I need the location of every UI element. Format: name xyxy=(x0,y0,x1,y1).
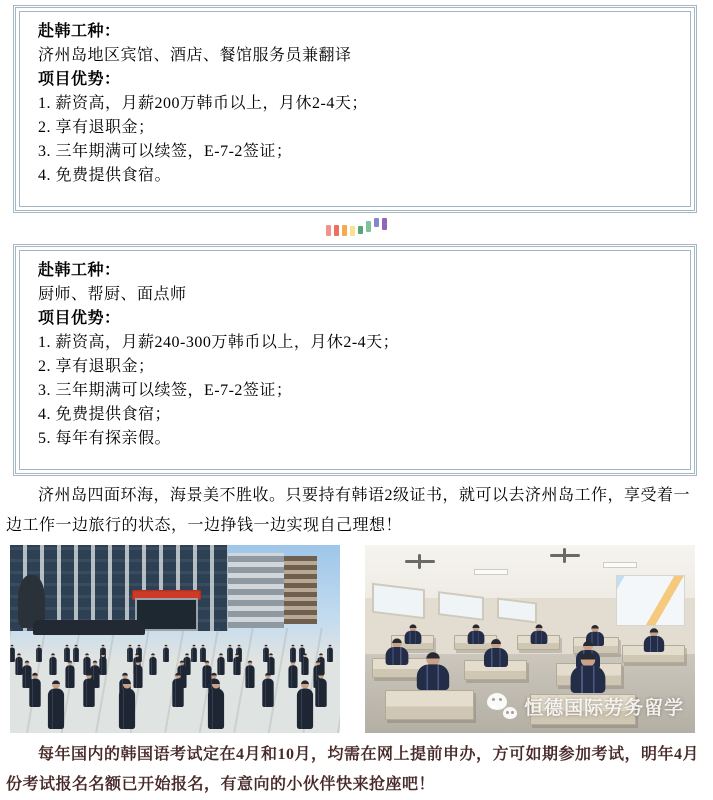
student-figure xyxy=(468,625,485,645)
person-figure xyxy=(191,644,197,661)
person-figure xyxy=(163,644,169,661)
person-figure xyxy=(234,653,241,675)
person-figure xyxy=(64,644,70,661)
advantage-item: 1. 薪资高，月薪240-300万韩币以上，月休2-4天； xyxy=(38,334,400,351)
advantage-item: 3. 三年期满可以续签，E-7-2签证； xyxy=(38,143,293,160)
person-figure xyxy=(316,672,327,706)
person-figure xyxy=(327,644,333,661)
person-figure xyxy=(149,653,156,675)
student-figure xyxy=(571,653,606,694)
person-figure xyxy=(297,681,313,730)
job-type-heading: 赴韩工种： xyxy=(38,262,121,279)
person-figure xyxy=(262,672,273,706)
person-figure xyxy=(49,653,56,675)
student-figure xyxy=(385,639,408,666)
advantage-item: 3. 三年期满可以续签，E-7-2签证； xyxy=(38,382,293,399)
paragraph-jeju-intro: 济州岛四面环海，海景美不胜收。只要持有韩语2级证书，就可以去济州岛工作，享受着一边工作一边旅行的状态，一边挣钱一边实现自己理想！ xyxy=(6,487,691,534)
divider-bar xyxy=(326,225,331,236)
job-info-box-2-mid-border xyxy=(15,246,695,474)
advantage-item: 4. 免费提供食宿。 xyxy=(38,167,172,184)
desk xyxy=(385,690,474,720)
person-figure xyxy=(218,653,225,675)
divider-bar xyxy=(366,221,371,232)
advantage-item: 4. 免费提供食宿； xyxy=(38,406,172,423)
advantage-item: 5. 每年有探亲假。 xyxy=(38,430,172,447)
person-figure xyxy=(134,661,143,688)
advantages-heading: 项目优势： xyxy=(38,71,121,88)
person-figure xyxy=(227,644,233,661)
divider-bar xyxy=(334,225,339,236)
job-info-box-2 xyxy=(13,244,697,476)
advantage-item: 2. 享有退职金； xyxy=(38,119,155,136)
person-figure xyxy=(65,661,74,688)
student-figure xyxy=(484,639,508,667)
job-info-box-1-mid-border xyxy=(15,7,695,211)
person-figure xyxy=(119,681,135,730)
person-figure xyxy=(30,672,41,706)
divider-bar xyxy=(358,226,363,234)
advantages-heading: 项目优势： xyxy=(38,310,121,327)
bar-chart-divider-icon xyxy=(0,213,713,239)
student-figure xyxy=(417,652,449,690)
person-figure xyxy=(83,672,94,706)
job-info-box-1 xyxy=(13,5,697,213)
photo-outdoor-assembly[interactable] xyxy=(10,545,340,733)
article-page xyxy=(0,5,713,793)
person-figure xyxy=(15,653,22,675)
crowd-of-trainees xyxy=(10,545,340,733)
job-info-box-2-content xyxy=(19,250,691,470)
student-figure xyxy=(530,625,547,645)
divider-bar xyxy=(350,226,355,236)
watermark xyxy=(487,693,684,720)
person-figure xyxy=(208,681,224,730)
wechat-icon xyxy=(487,693,517,719)
person-figure xyxy=(268,653,275,675)
divider-bar xyxy=(342,225,347,236)
photo-row xyxy=(10,545,713,733)
advantage-item: 2. 享有退职金； xyxy=(38,358,155,375)
job-type-value: 济州岛地区宾馆、酒店、餐馆服务员兼翻译 xyxy=(38,47,352,64)
person-figure xyxy=(127,644,133,661)
person-figure xyxy=(200,644,206,661)
student-figure xyxy=(644,628,664,652)
person-figure xyxy=(36,644,42,661)
person-figure xyxy=(173,672,184,706)
job-type-heading: 赴韩工种： xyxy=(38,23,121,40)
person-figure xyxy=(245,661,254,688)
advantage-item: 1. 薪资高，月薪200万韩币以上，月休2-4天； xyxy=(38,95,368,112)
person-figure xyxy=(10,644,15,661)
person-figure xyxy=(99,653,106,675)
paragraph-exam-notice: 每年国内的韩国语考试定在4月和10月，均需在网上提前申办，方可如期参加考试，明年4月份考试报名名额已开始报名，有意向的小伙伴快来抢座吧！ xyxy=(6,746,700,793)
divider-bar xyxy=(382,218,387,230)
person-figure xyxy=(290,644,296,661)
watermark-text: 恒德国际劳务留学 xyxy=(524,697,685,719)
job-info-box-1-content xyxy=(19,11,691,207)
job-type-value: 厨师、帮厨、面点师 xyxy=(38,286,187,303)
person-figure xyxy=(302,653,309,675)
photo-classroom[interactable] xyxy=(365,545,695,733)
person-figure xyxy=(73,644,79,661)
person-figure xyxy=(48,681,64,730)
divider-bar xyxy=(374,218,379,227)
